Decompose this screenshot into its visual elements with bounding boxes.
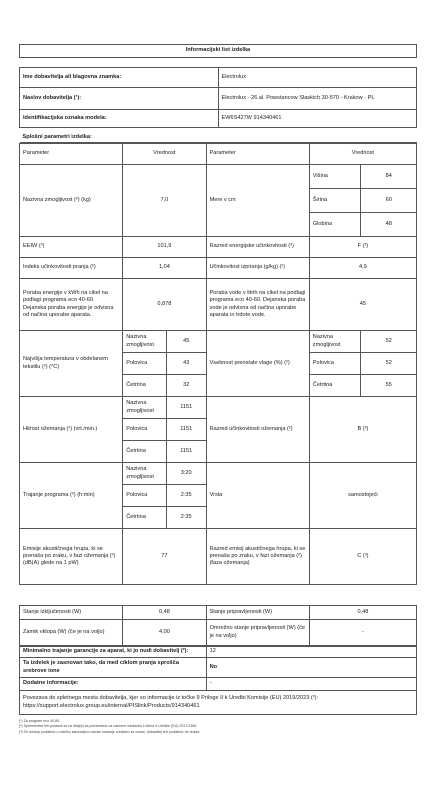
header-table: [19, 44, 417, 143]
model-id-label: Identifikacijska oznaka modela:: [20, 110, 219, 128]
col-parameter-header: Parameter: [20, 144, 123, 165]
silver-ions-label: Ta izdelek je zasnovan tako, da med ciklom pranja sprošča srebrove ione: [20, 658, 207, 678]
footnote: (¹) Za program eco 40-60.: [19, 719, 61, 723]
standby-label: Stanje pripravljenosti (W): [206, 606, 309, 620]
moist-quarter-value: 55: [361, 375, 417, 397]
warranty-label: Minimalno trajanje garancije za aparat, ki jo nudi dobavitelj (²):: [20, 647, 207, 658]
silver-ions-value: No: [206, 658, 416, 678]
width-value: 60: [361, 189, 417, 213]
power-table: [19, 605, 417, 646]
moisture-label: Vsebnost preostale vlage (%) (²): [206, 331, 309, 397]
spin-class-value: B (³): [309, 397, 416, 463]
temp-half-value: 43: [166, 353, 206, 375]
model-id-value: EW6S427W 914340461: [218, 110, 417, 128]
energy-use-label: Poraba energije v kWh na cikel na podlagi programa eco 40-60. Dejanska poraba energije je odvisna od načina uporabe aparata.: [20, 279, 123, 331]
dur-half-label: Polovica: [123, 485, 167, 507]
delay-start-value: 4,00: [123, 620, 206, 646]
supplier-website-link: Povezava do spletnega mesta dobavitelja, kjer so informacije iz točke 9 Priloge II k Uredbi Komisije (EU) 2019/2023 (²): https://support.electrolux.group.eu/internal/PISlink/Products/914340461: [20, 691, 417, 715]
supplier-name-label: Ime dobavitelja ali blagovna znamka:: [20, 68, 219, 88]
rinse-value: 4,9: [309, 258, 416, 279]
warranty-table: [19, 646, 417, 715]
spin-rated-value: 1151: [166, 397, 206, 419]
spin-half-value: 1151: [166, 419, 206, 441]
eei-label: EEIW (²): [20, 237, 123, 258]
standby-value: 0,48: [309, 606, 416, 620]
spin-speed-label: Hitrost ožemanja (²) (vrt./min.): [20, 397, 123, 463]
temp-rated-label: Nazivna zmogljivost: [123, 331, 167, 353]
off-mode-label: Stanje izključenosti (W): [20, 606, 123, 620]
depth-label: Globina: [309, 213, 361, 237]
network-standby-label: Omrežno stanje pripravljenosti (W) (če je na voljo): [206, 620, 309, 646]
wash-index-label: Indeks učinkovitosti pranja (²): [20, 258, 123, 279]
moist-rated-value: 52: [361, 331, 417, 353]
noise-class-value: C (³): [309, 529, 416, 585]
footnotes: [19, 719, 417, 735]
supplier-address-label: Naslov dobavitelja (¹):: [20, 88, 219, 110]
section-title: Splošni parametri izdelka:: [20, 128, 417, 143]
footnote: (³) Če dostop podatkov o izdelku samodejno ustvari notranje sredstvo za vnose, dobavitelj teh podatkov ne vnaša.: [19, 729, 201, 734]
height-value: 84: [361, 165, 417, 189]
spin-half-label: Polovica: [123, 419, 167, 441]
delay-start-label: Zamik vklopa (W) (če je na voljo): [20, 620, 123, 646]
dur-half-value: 2:35: [166, 485, 206, 507]
energy-class-label: Razred energijske učinkovitosti (²): [206, 237, 309, 258]
network-standby-value: -: [309, 620, 416, 646]
parameters-table: [19, 143, 417, 585]
spin-class-label: Razred učinkovitosti ožemanja (²): [206, 397, 309, 463]
moist-quarter-label: Četrtina: [309, 375, 361, 397]
supplier-name-value: Electrolux: [218, 68, 417, 88]
energy-use-value: 0,878: [123, 279, 206, 331]
rinse-label: Učinkovitost izpiranja (g/kg) (²): [206, 258, 309, 279]
temp-quarter-value: 32: [166, 375, 206, 397]
eei-value: 101,9: [123, 237, 206, 258]
dur-quarter-label: Četrtina: [123, 507, 167, 529]
water-use-value: 45: [309, 279, 416, 331]
col-value-header: Vrednost: [123, 144, 206, 165]
temp-quarter-label: Četrtina: [123, 375, 167, 397]
depth-value: 48: [361, 213, 417, 237]
temp-half-label: Polovica: [123, 353, 167, 375]
additional-info-label: Dodatne informacije:: [20, 678, 207, 691]
dimensions-label: Mere v cm: [206, 165, 309, 237]
noise-value: 77: [123, 529, 206, 585]
capacity-value: 7,0: [123, 165, 206, 237]
col-value-header-2: Vrednost: [309, 144, 416, 165]
off-mode-value: 0,48: [123, 606, 206, 620]
supplier-address-value: Electrolux - 26 al. Powstancow Slaskich 30-570 - Krakow - PL: [218, 88, 417, 110]
type-value: samostojeći: [309, 463, 416, 529]
moist-rated-label: Nazivna zmogljivost: [309, 331, 361, 353]
noise-label: Emisije akustičnega hrupa, ki se prenaša po zraku, v fazi ožemanja (²) (dB(A) glede na 1 pW): [20, 529, 123, 585]
spin-quarter-label: Četrtina: [123, 441, 167, 463]
additional-info-value: -: [206, 678, 416, 691]
spin-quarter-value: 1151: [166, 441, 206, 463]
type-label: Vrsta: [206, 463, 309, 529]
dur-quarter-value: 2:35: [166, 507, 206, 529]
max-temp-label: Najvišja temperatura v obdelanem tekstilu (²) (°C): [20, 331, 123, 397]
water-use-label: Poraba vode v litrih na cikel na podlagi programa eco 40-60. Dejanska poraba vode je odvisna od načina uporabe aparata in trdote vode.: [206, 279, 309, 331]
moist-half-label: Polovica: [309, 353, 361, 375]
warranty-value: 12: [206, 647, 416, 658]
height-label: Višina: [309, 165, 361, 189]
width-label: Širina: [309, 189, 361, 213]
footnote: (²) Spremembe teh postavk se ne štejejo za pomembne za namene odstavka 4 člena 4 Uredbe (EU) 2017/1369.: [19, 724, 198, 729]
spin-rated-label: Nazivna zmogljivost: [123, 397, 167, 419]
capacity-label: Nazivna zmogljivost (²) (kg): [20, 165, 123, 237]
noise-class-label: Razred emisij akustičnega hrupa, ki se prenaša po zraku, v fazi ožemanja (²) (faza ožemanja): [206, 529, 309, 585]
col-parameter-header-2: Parameter: [206, 144, 309, 165]
dur-rated-label: Nazivna zmogljivost: [123, 463, 167, 485]
moist-half-value: 52: [361, 353, 417, 375]
temp-rated-value: 45: [166, 331, 206, 353]
dur-rated-value: 3:20: [166, 463, 206, 485]
wash-index-value: 1,04: [123, 258, 206, 279]
energy-class-value: F (³): [309, 237, 416, 258]
duration-label: Trajanje programa (²) (h:min): [20, 463, 123, 529]
product-information-sheet: [19, 0, 417, 735]
sheet-title: Informacijski list izdelka: [20, 45, 417, 58]
